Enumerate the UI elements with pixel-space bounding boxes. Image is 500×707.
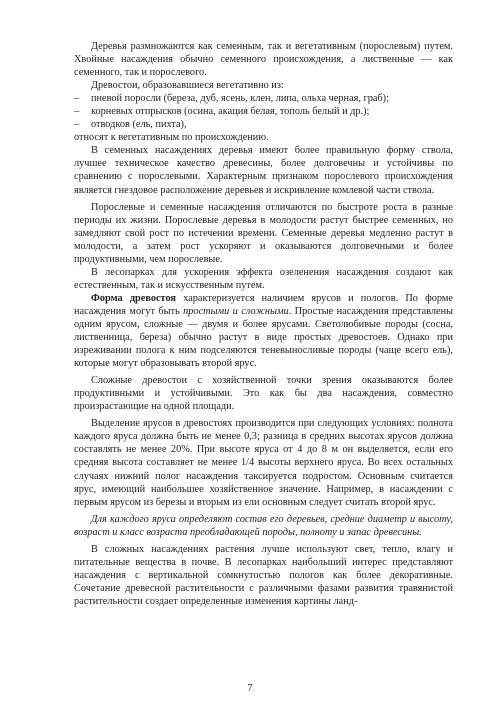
paragraph: В семенных насаждениях деревья имеют более правильную форму ствола, лучшее техническое качество древесины, более долговечны и устойчивы по сравнению с порослевыми. Характерным признаком порослевого происхождения является гнездовое расположение деревьев и искривление комлевой части ствола. bbox=[74, 145, 453, 196]
list-item bbox=[74, 105, 453, 118]
paragraph: Деревья размножаются как семенным, так и вегетативным (порослевым) путем. Хвойные насаждения обычно семенного происхождения, а лиственные — как семенного, так и порослевого. bbox=[74, 41, 453, 79]
paragraph: Для каждого яруса определяют состав его деревьев, средние диаметр и высоту, возраст и класс возраста преобладающей породы, полноту и запас древесины. bbox=[74, 513, 453, 538]
paragraph-text: . Простые насаждения представлены одним ярусом, сложные — двумя и более ярусами. Светолюбивые породы (сосна, лиственница, береза) обычно растут в виде простых древостоев. Однако при изреживании полога к ним подселяются теневыносливые породы (чаще всего ель), которые могут образовывать второй ярус. bbox=[74, 305, 454, 370]
list-item bbox=[74, 118, 453, 131]
body-text bbox=[74, 40, 453, 608]
page-number: 7 bbox=[247, 683, 253, 694]
paragraph: Порослевые и семенные насаждения отличаются по быстроте роста в разные периоды их жизни. Порослевые деревья в молодости растут быстрее семенных, но замедляют свой рост по истечении времени. Семенные деревья медленно растут в молодости, а затем рост ускоряют и оказываются долговечными и более продуктивными, чем порослевые. bbox=[74, 201, 453, 265]
paragraph: Сложные древостои с хозяйственной точки зрения оказываются более продуктивными и устойчивыми. Это как бы два насаждения, совместно произрастающие на одной площади. bbox=[74, 375, 453, 413]
list-item-text: корневых отпрысков (осина, акация белая, тополь белый и др.); bbox=[91, 106, 370, 118]
paragraph: Древостои, образовавшиеся вегетативно из: bbox=[91, 80, 284, 92]
italic-term: простыми и сложными bbox=[183, 305, 289, 317]
paragraph: В лесопарках для ускорения эффекта озеленения насаждения создают как естественным, так и искусственным путем. bbox=[74, 266, 453, 291]
list-item bbox=[74, 92, 453, 105]
paragraph bbox=[74, 292, 453, 370]
list-item-text: отводков (ель, пихта), bbox=[91, 119, 187, 131]
list-item-text: пневой поросли (береза, дуб, ясень, клен, липа, ольха черная, граб); bbox=[91, 93, 389, 105]
list-marker: – bbox=[74, 106, 80, 118]
paragraph: относят к вегетативным по происхождению. bbox=[74, 132, 269, 144]
list-marker: – bbox=[74, 119, 80, 131]
list-marker: – bbox=[74, 93, 80, 105]
paragraph: В сложных насаждениях растения лучше используют свет, тепло, влагу и питательные вещества в почве. В лесопарках наибольший интерес представляют насаждения с вертикальной сомкнутостью пологов как более декоративные. Сочетание древесной растительности с различными фазами развития травянистой растительности создает определенные изменения картины ланд- bbox=[74, 543, 453, 607]
paragraph: Выделение ярусов в древостоях производится при следующих условиях: полнота каждого яруса должна быть не менее 0,3; разница в средних высотах ярусов должна составлять не менее 20%. При высоте яруса от 4 до 8 м он выделяется, если его средняя высота составляет не менее 1/4 высоты верхнего яруса. Во всех остальных случаях нижний полог насаждения таксируется подростом. Основным считается ярус, имеющий наибольшее хозяйственное значение. Например, в насаждении с первым ярусом из березы и вторым из ели основным следует считать второй ярус. bbox=[74, 418, 453, 508]
paragraph-text: характеризуется наличием ярусов и пологов. По форме насаждения могут быть bbox=[74, 292, 454, 317]
bold-term: Форма древостоя bbox=[91, 292, 177, 304]
